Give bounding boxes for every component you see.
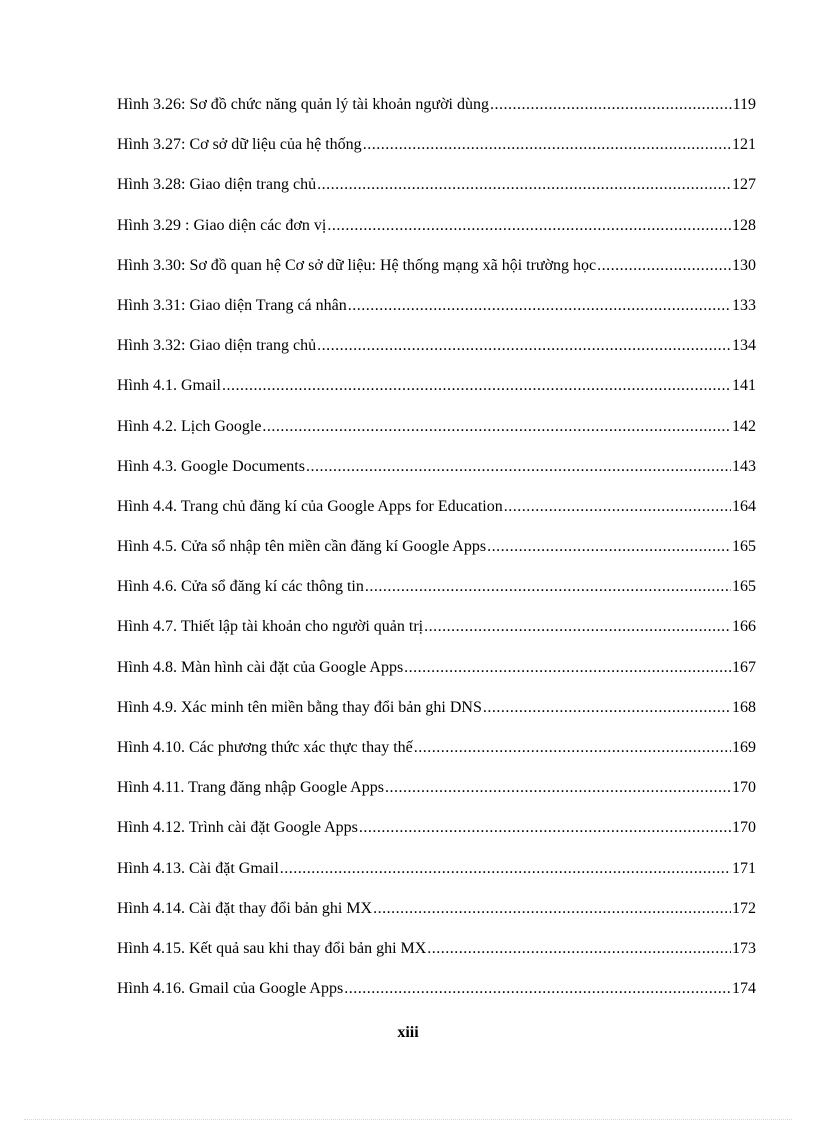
toc-leader-dots [262,416,731,438]
toc-entry-label: Hình 4.2. Lịch Google [117,417,262,435]
toc-leader-dots [280,858,731,880]
toc-entry-page: 173 [732,939,756,957]
toc-leader-dots [365,576,731,598]
toc-leader-dots [306,456,731,478]
toc-entry-label: Hình 4.5. Cửa sổ nhập tên miền cần đăng kí Google Apps [117,538,487,556]
toc-entry[interactable] [117,536,756,576]
toc-entry-page: 134 [732,337,756,355]
toc-entry-label: Hình 3.31: Giao diện Trang cá nhân [117,296,347,314]
toc-entry[interactable] [117,697,756,737]
toc-entry-page: 170 [732,779,756,797]
toc-entry-label: Hình 4.13. Cài đặt Gmail [117,859,279,877]
toc-entry[interactable] [117,938,756,978]
toc-leader-dots [348,295,731,317]
toc-leader-dots [317,335,731,357]
toc-leader-dots [490,94,732,116]
toc-entry-label: Hình 4.16. Gmail của Google Apps [117,980,344,998]
toc-leader-dots [414,737,731,759]
toc-leader-dots [327,215,731,237]
toc-entry-label: Hình 4.1. Gmail [117,377,221,395]
toc-entry-label: Hình 4.11. Trang đăng nhập Google Apps [117,779,384,797]
page-number: xiii [397,1024,419,1041]
toc-entry-page: 172 [732,899,756,917]
toc-leader-dots [373,898,731,920]
toc-entry-page: 166 [732,618,756,636]
toc-entry-page: 121 [732,136,756,154]
toc-entry[interactable] [117,737,756,777]
toc-entry-page: 174 [732,980,756,998]
toc-entry-page: 127 [732,176,756,194]
toc-entry-label: Hình 3.30: Sơ đồ quan hệ Cơ sở dữ liệu: Hệ thống mạng xã hội trường học [117,256,597,274]
toc-leader-dots [483,697,731,719]
toc-entry-page: 171 [732,859,756,877]
toc-entry-page: 130 [732,256,756,274]
toc-entry-label: Hình 4.12. Trình cài đặt Google Apps [117,819,358,837]
toc-leader-dots [363,134,731,156]
toc-entry[interactable] [117,496,756,536]
toc-leader-dots [404,657,731,679]
toc-leader-dots [487,536,731,558]
toc-leader-dots [359,817,731,839]
toc-entry-page: 165 [732,578,756,596]
toc-entry-label: Hình 4.8. Màn hình cài đặt của Google Apps [117,658,404,676]
toc-entry[interactable] [117,858,756,898]
toc-entry-label: Hình 3.26: Sơ đồ chức năng quản lý tài khoản người dùng [117,96,489,113]
toc-entry-page: 165 [732,538,756,556]
toc-entry-page: 142 [732,417,756,435]
toc-entry[interactable] [117,576,756,616]
toc-entry[interactable] [117,978,756,1018]
toc-entry[interactable] [117,215,756,255]
toc-entry[interactable] [117,657,756,697]
toc-entry-label: Hình 4.7. Thiết lập tài khoản cho người quản trị [117,618,424,636]
toc-entry-page: 143 [732,457,756,475]
toc-entry-label: Hình 4.14. Cài đặt thay đổi bản ghi MX [117,899,373,917]
toc-entry[interactable] [117,616,756,656]
toc-leader-dots [344,978,731,1000]
toc-leader-dots [424,616,731,638]
toc-entry-page: 169 [732,739,756,756]
toc-entry[interactable] [117,416,756,456]
toc-entry[interactable] [117,777,756,817]
list-of-figures [117,94,756,1018]
toc-leader-dots [504,496,731,518]
toc-entry[interactable] [117,295,756,335]
toc-entry-label: Hình 3.27: Cơ sở dữ liệu của hệ thống [117,136,362,154]
toc-leader-dots [385,777,731,799]
toc-leader-dots [317,174,731,196]
toc-entry-page: 128 [732,216,756,234]
toc-entry[interactable] [117,94,756,134]
page-bottom-edge [24,1119,792,1120]
toc-entry-page: 168 [732,698,756,716]
toc-entry[interactable] [117,375,756,415]
toc-entry-page: 170 [732,819,756,837]
toc-entry-label: Hình 4.4. Trang chủ đăng kí của Google Apps for Education [117,497,503,515]
toc-entry-label: Hình 4.6. Cửa sổ đăng kí các thông tin [117,578,364,596]
toc-entry[interactable] [117,335,756,375]
toc-entry-label: Hình 3.32: Giao diện trang chủ [117,337,317,355]
toc-leader-dots [427,938,731,960]
toc-entry-label: Hình 3.28: Giao diện trang chủ [117,176,317,194]
toc-entry-page: 119 [732,96,756,113]
toc-entry-label: Hình 4.3. Google Documents [117,457,305,475]
toc-entry-page: 133 [732,296,756,314]
toc-entry[interactable] [117,898,756,938]
toc-entry[interactable] [117,174,756,214]
toc-entry[interactable] [117,134,756,174]
toc-leader-dots [597,255,731,277]
toc-entry-label: Hình 4.9. Xác minh tên miền bằng thay đổi bản ghi DNS [117,698,482,716]
toc-entry-page: 141 [732,377,756,395]
toc-entry[interactable] [117,456,756,496]
toc-entry-label: Hình 3.29 : Giao diện các đơn vị [117,216,327,234]
toc-entry[interactable] [117,255,756,295]
toc-leader-dots [222,375,731,397]
toc-entry-page: 164 [732,497,756,515]
toc-entry-label: Hình 4.10. Các phương thức xác thực thay thế [117,739,413,756]
toc-entry-page: 167 [732,658,756,676]
toc-entry[interactable] [117,817,756,857]
toc-entry-label: Hình 4.15. Kết quả sau khi thay đổi bản ghi MX [117,939,427,957]
